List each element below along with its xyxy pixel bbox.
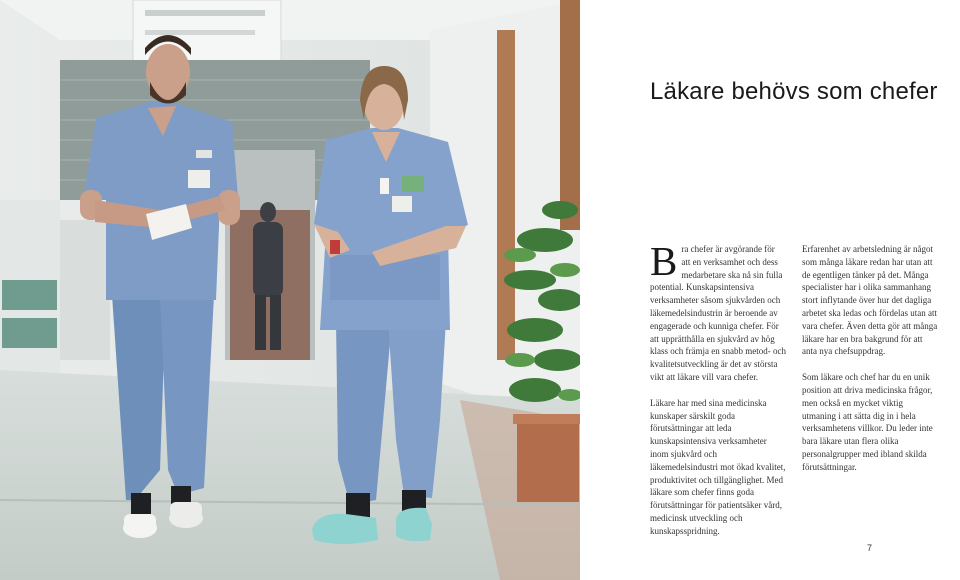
paragraph-intro-text: ra chefer är avgörande för att en verksamhet och dess medarbetare ska nå sin fulla potential. Kunskapsintensiva verksamheter såsom sjukvården och läkemedelsindustrin är beroende av engagerade och kunniga chefer. För att upprätthålla en sjukvård av hög klass och främja en snabb metod- och kvalitetsutveckling är det av största vikt att läkare vill vara chefer. (650, 244, 786, 382)
page-title: Läkare behövs som chefer (650, 78, 938, 105)
text-column-right (802, 243, 938, 487)
paragraph-3: Erfarenhet av arbetsledning är något som många läkare redan har utan att de egentligen tänker på det. Många specialister har i olika sammanhang stort inflytande över hur det dagliga arbetet ska ledas och fördelas utan att vara chefer. Även detta gör att många läkare har en bra bakgrund för att anta nya chefsuppdrag. (802, 244, 938, 357)
paragraph-intro (650, 238, 786, 384)
page-number: 7 (867, 543, 873, 553)
text-column-left (650, 238, 786, 551)
text-page (580, 0, 960, 580)
drop-cap: B (650, 238, 678, 284)
paragraph-2: Läkare har med sina medicinska kunskaper särskilt goda förutsättningar att leda kunskapsintensiva verksamheter inom sjukvård och läkemedelsindustri mot ökad kvalitet, produktivitet och tillgänglighet. Med läkare som chefer finns goda förutsättningar för patientsäker vård, medicinsk utveckling och kunskapsspridning. (650, 397, 786, 536)
paragraph-4: Som läkare och chef har du en unik position att driva medicinska frågor, men också en mycket viktig utmaning i att sätta dig in i hela verksamhetens villkor. Du leder inte bara läkare utan flera olika personalgrupper med ibland skilda förutsättningar. (802, 372, 933, 472)
